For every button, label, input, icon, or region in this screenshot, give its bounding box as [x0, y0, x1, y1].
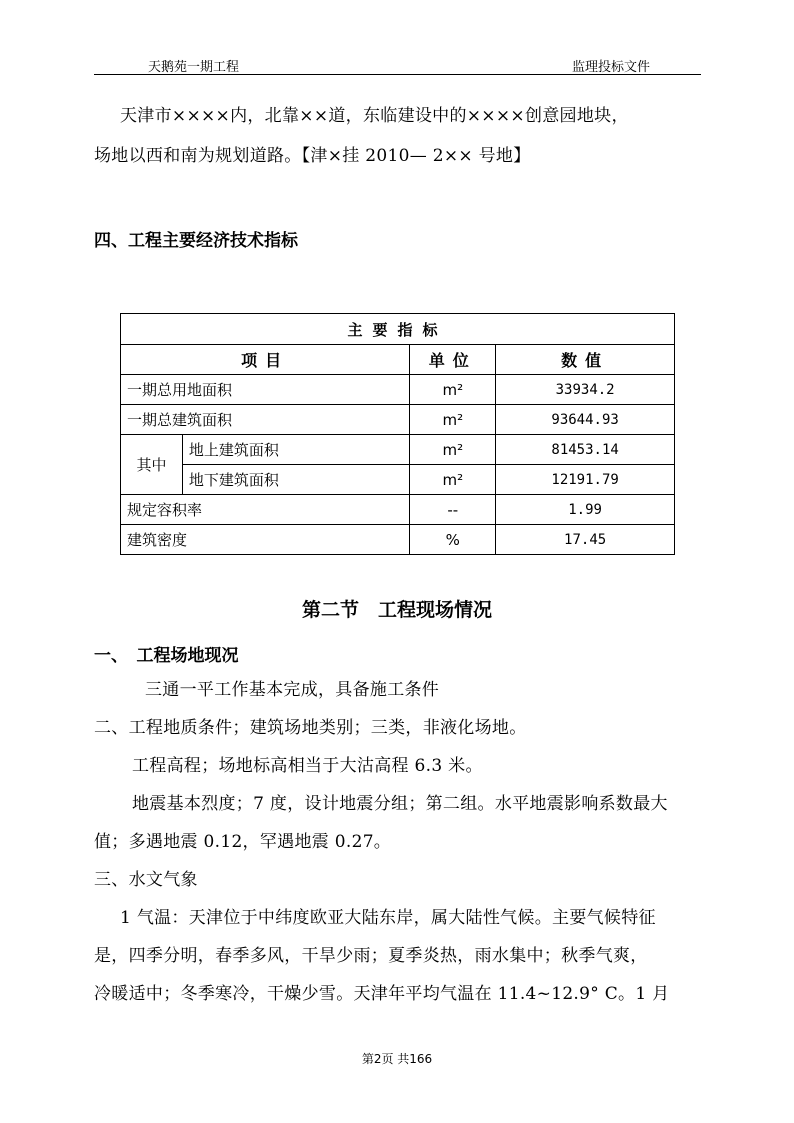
header-rule [94, 74, 701, 75]
paragraph-seismic-line-2: 值；多遇地震 0.12，罕遇地震 0.27。 [94, 832, 392, 852]
column-header-value: 数值 [496, 345, 675, 375]
table-row [121, 375, 675, 405]
intro-line-1: 天津市××××内，北靠××道，东临建设中的××××创意园地块， [120, 106, 629, 126]
table-row [121, 525, 675, 555]
row-unit: m² [410, 465, 496, 495]
row-item: 一期总建筑面积 [121, 405, 410, 435]
row-unit: -- [410, 495, 496, 525]
row-value: 81453.14 [496, 435, 675, 465]
column-header-item: 项目 [121, 345, 410, 375]
row-group-label: 其中 [121, 435, 183, 495]
paragraph-climate-line-3: 冷暖适中；冬季寒冷，干燥少雪。天津年平均气温在 11.4~12.9° C。1 月 [94, 984, 670, 1004]
paragraph-site-status: 三通一平工作基本完成，具备施工条件 [145, 680, 440, 700]
row-value: 12191.79 [496, 465, 675, 495]
table-header-row [121, 345, 675, 375]
row-unit: m² [410, 435, 496, 465]
paragraph-seismic-line-1: 地震基本烈度；7 度，设计地震分组；第二组。水平地震影响系数最大 [132, 794, 668, 814]
table-row [121, 465, 675, 495]
section4-heading: 四、工程主要经济技术指标 [94, 231, 298, 251]
row-item: 建筑密度 [121, 525, 410, 555]
table-title: 主要指标 [121, 314, 675, 345]
row-item: 一期总用地面积 [121, 375, 410, 405]
table-row [121, 495, 675, 525]
paragraph-elevation: 工程高程；场地标高相当于大沽高程 6.3 米。 [132, 756, 483, 776]
row-unit: m² [410, 375, 496, 405]
row-value: 17.45 [496, 525, 675, 555]
header-project-name: 天鹅苑一期工程 [148, 60, 240, 75]
row-value: 1.99 [496, 495, 675, 525]
header-document-type: 监理投标文件 [572, 60, 651, 75]
column-header-unit: 单位 [410, 345, 496, 375]
row-unit: m² [410, 405, 496, 435]
paragraph-climate-line-1: 1 气温：天津位于中纬度欧亚大陆东岸，属大陆性气候。主要气候特征 [120, 908, 656, 928]
subsection-heading-2: 二、工程地质条件；建筑场地类别；三类，非液化场地。 [94, 718, 527, 738]
paragraph-climate-line-2: 是，四季分明，春季多风，干旱少雨；夏季炎热，雨水集中；秋季气爽， [94, 946, 648, 966]
intro-line-2: 场地以西和南为规划道路。【津×挂 2010— 2×× 号地】 [94, 146, 531, 166]
row-value: 93644.93 [496, 405, 675, 435]
section-title: 第二节 工程现场情况 [301, 599, 492, 621]
table-row [121, 435, 675, 465]
table-title-row [121, 314, 675, 345]
table-row [121, 405, 675, 435]
subsection-heading-3: 三、水文气象 [94, 870, 198, 890]
row-item: 规定容积率 [121, 495, 410, 525]
row-item: 地上建筑面积 [182, 435, 409, 465]
subsection-heading-1: 一、 工程场地现况 [94, 646, 239, 666]
indicators-table [120, 313, 675, 555]
row-value: 33934.2 [496, 375, 675, 405]
row-item: 地下建筑面积 [182, 465, 409, 495]
page-number: 第2页 共166 [361, 1052, 433, 1066]
row-unit: % [410, 525, 496, 555]
